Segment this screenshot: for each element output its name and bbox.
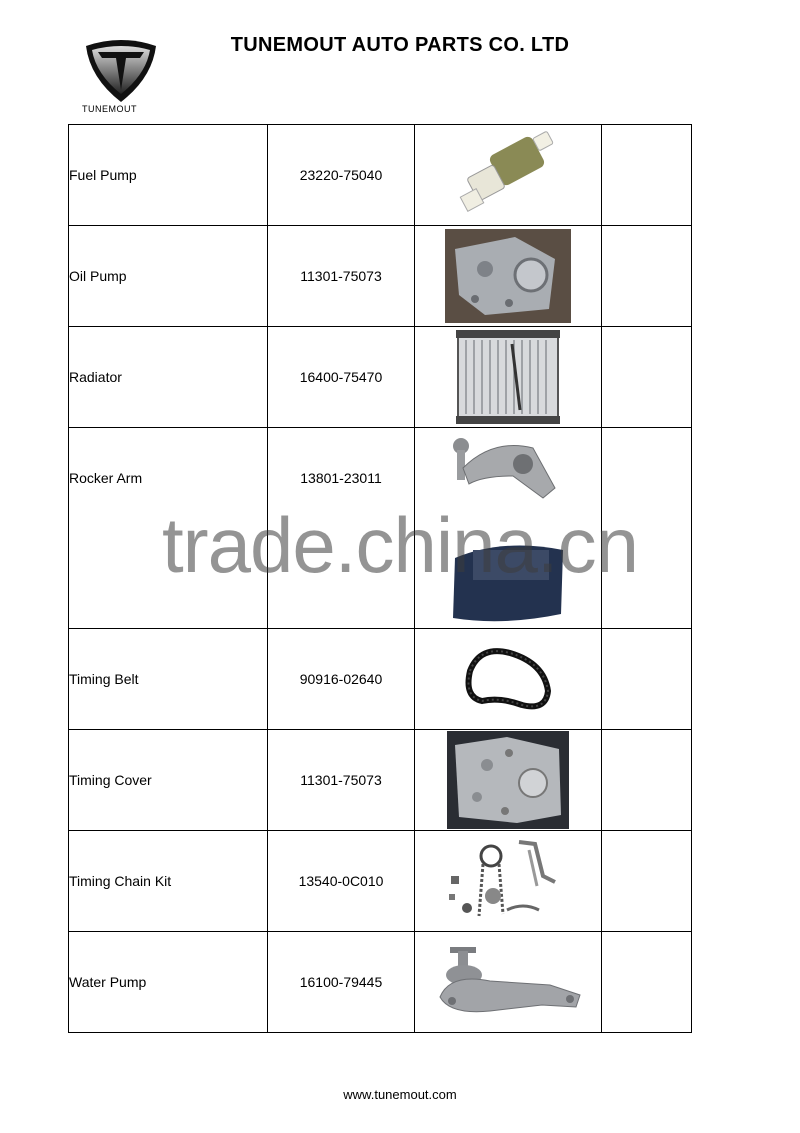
table-row	[69, 831, 692, 932]
empty-cell	[602, 428, 692, 629]
part-image	[415, 125, 602, 226]
table-row	[69, 125, 692, 226]
logo-text: TUNEMOUT	[82, 104, 137, 114]
part-number: 90916-02640	[268, 629, 415, 730]
part-name: Timing Belt	[69, 629, 268, 730]
part-name: Timing Cover	[69, 730, 268, 831]
watermark: trade.china.cn	[162, 501, 638, 589]
table-row	[69, 226, 692, 327]
part-name: Radiator	[69, 327, 268, 428]
part-image	[415, 428, 602, 629]
oil-pump-icon	[445, 229, 571, 323]
part-name: Rocker Arm	[69, 428, 268, 629]
part-image	[415, 932, 602, 1033]
part-number: 11301-75073	[268, 730, 415, 831]
website-link[interactable]: www.tunemout.com	[343, 1087, 457, 1102]
parts-table	[68, 124, 692, 1033]
timing-chain-kit-icon	[443, 836, 573, 926]
empty-cell	[602, 125, 692, 226]
timing-belt-icon	[460, 641, 556, 717]
part-number: 13540-0C010	[268, 831, 415, 932]
water-pump-icon	[430, 945, 586, 1019]
part-number: 16400-75470	[268, 327, 415, 428]
table-row	[69, 730, 692, 831]
part-name: Fuel Pump	[69, 125, 268, 226]
rocker-arm-icon	[443, 428, 573, 624]
part-number: 13801-23011	[268, 428, 415, 629]
table-row	[69, 428, 692, 629]
empty-cell	[602, 629, 692, 730]
part-image	[415, 226, 602, 327]
part-image	[415, 831, 602, 932]
part-number: 16100-79445	[268, 932, 415, 1033]
part-name: Timing Chain Kit	[69, 831, 268, 932]
table-row	[69, 932, 692, 1033]
empty-cell	[602, 226, 692, 327]
part-image	[415, 327, 602, 428]
empty-cell	[602, 327, 692, 428]
table-row	[69, 629, 692, 730]
radiator-icon	[456, 330, 560, 424]
part-name: Oil Pump	[69, 226, 268, 327]
timing-cover-icon	[447, 731, 569, 829]
part-name: Water Pump	[69, 932, 268, 1033]
part-image	[415, 730, 602, 831]
empty-cell	[602, 831, 692, 932]
part-number: 23220-75040	[268, 125, 415, 226]
empty-cell	[602, 730, 692, 831]
table-row	[69, 327, 692, 428]
company-title: TUNEMOUT AUTO PARTS CO. LTD	[230, 34, 570, 56]
part-image	[415, 629, 602, 730]
fuel-pump-icon	[453, 130, 563, 220]
empty-cell	[602, 932, 692, 1033]
part-number: 11301-75073	[268, 226, 415, 327]
